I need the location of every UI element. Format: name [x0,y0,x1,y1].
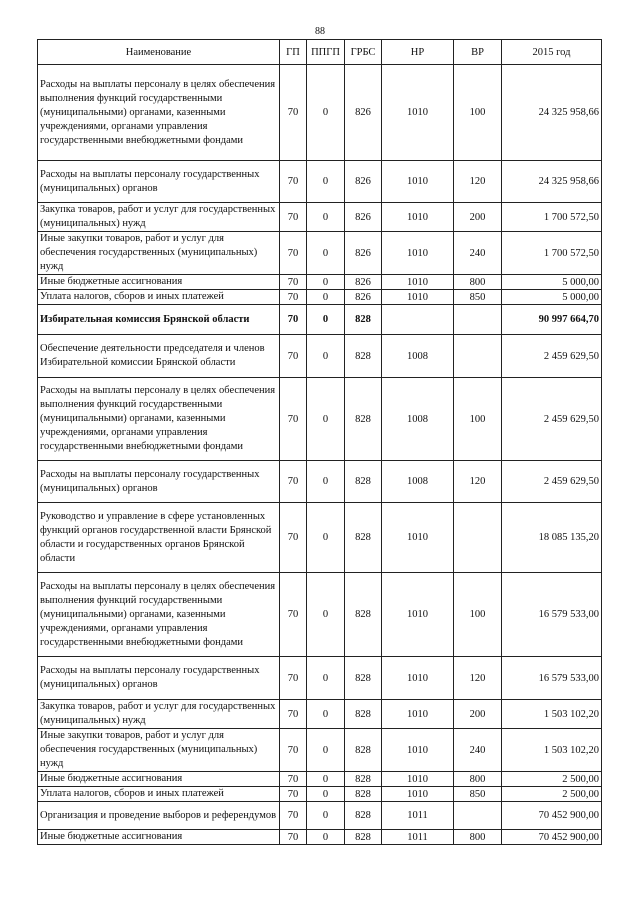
cell-gp: 70 [280,305,307,335]
cell-vr [454,305,502,335]
cell-gp: 70 [280,657,307,700]
cell-name: Иные бюджетные ассигнования [38,830,280,845]
cell-np: 1010 [382,232,454,275]
cell-vr: 200 [454,700,502,729]
cell-ppgp: 0 [307,290,345,305]
cell-np: 1010 [382,700,454,729]
cell-np: 1010 [382,65,454,161]
cell-grbs: 828 [345,657,382,700]
cell-name: Расходы на выплаты персоналу государственных (муниципальных) органов [38,657,280,700]
cell-amount: 2 459 629,50 [502,378,602,461]
cell-amount: 2 500,00 [502,772,602,787]
cell-ppgp: 0 [307,657,345,700]
cell-vr: 240 [454,729,502,772]
header-np: НР [382,40,454,65]
cell-ppgp: 0 [307,461,345,503]
cell-amount: 70 452 900,00 [502,802,602,830]
cell-np: 1008 [382,378,454,461]
cell-grbs: 828 [345,378,382,461]
cell-vr: 800 [454,275,502,290]
cell-grbs: 828 [345,700,382,729]
cell-vr: 240 [454,232,502,275]
cell-vr: 100 [454,573,502,657]
cell-name: Расходы на выплаты персоналу государственных (муниципальных) органов [38,461,280,503]
cell-gp: 70 [280,787,307,802]
cell-name: Расходы на выплаты персоналу в целях обеспечения выполнения функций государственными (муниципальными) органами, казенными учреждениями, органами управления государственными внебюджетными фондами [38,573,280,657]
table-row [38,161,602,203]
cell-np: 1010 [382,657,454,700]
header-gp: ГП [280,40,307,65]
cell-vr: 850 [454,787,502,802]
table-row [38,378,602,461]
table-row [38,203,602,232]
cell-amount: 1 700 572,50 [502,203,602,232]
cell-gp: 70 [280,161,307,203]
cell-gp: 70 [280,802,307,830]
cell-ppgp: 0 [307,573,345,657]
cell-ppgp: 0 [307,700,345,729]
cell-gp: 70 [280,830,307,845]
cell-name: Руководство и управление в сфере установленных функций органов государственной власти Брянской области и государственных органов Брянской области [38,503,280,573]
cell-ppgp: 0 [307,275,345,290]
cell-np: 1011 [382,830,454,845]
header-ppgp: ППГП [307,40,345,65]
header-vr: ВР [454,40,502,65]
table-row [38,232,602,275]
cell-grbs: 828 [345,787,382,802]
cell-grbs: 828 [345,772,382,787]
cell-name: Уплата налогов, сборов и иных платежей [38,787,280,802]
cell-np: 1010 [382,503,454,573]
cell-vr: 100 [454,378,502,461]
cell-name: Расходы на выплаты персоналу в целях обеспечения выполнения функций государственными (муниципальными) органами, казенными учреждениями, органами управления государственными внебюджетными фондами [38,65,280,161]
table-row [38,772,602,787]
cell-amount: 5 000,00 [502,290,602,305]
cell-name: Иные бюджетные ассигнования [38,772,280,787]
cell-name: Иные бюджетные ассигнования [38,275,280,290]
cell-np: 1011 [382,802,454,830]
cell-grbs: 828 [345,573,382,657]
table-row [38,802,602,830]
cell-ppgp: 0 [307,503,345,573]
cell-gp: 70 [280,275,307,290]
cell-vr: 100 [454,65,502,161]
cell-gp: 70 [280,729,307,772]
cell-ppgp: 0 [307,729,345,772]
cell-grbs: 828 [345,729,382,772]
cell-grbs: 826 [345,203,382,232]
cell-amount: 2 459 629,50 [502,335,602,378]
cell-ppgp: 0 [307,772,345,787]
cell-name: Организация и проведение выборов и референдумов [38,802,280,830]
cell-np: 1010 [382,729,454,772]
table-row [38,729,602,772]
cell-amount: 90 997 664,70 [502,305,602,335]
cell-amount: 5 000,00 [502,275,602,290]
cell-grbs: 828 [345,461,382,503]
cell-ppgp: 0 [307,335,345,378]
table-row [38,290,602,305]
cell-gp: 70 [280,378,307,461]
table-row [38,305,602,335]
cell-vr [454,503,502,573]
budget-table [37,39,602,845]
cell-grbs: 826 [345,232,382,275]
cell-grbs: 826 [345,290,382,305]
cell-grbs: 828 [345,830,382,845]
table-row [38,573,602,657]
cell-gp: 70 [280,503,307,573]
cell-ppgp: 0 [307,203,345,232]
cell-grbs: 826 [345,275,382,290]
cell-name: Обеспечение деятельности председателя и членов Избирательной комиссии Брянской области [38,335,280,378]
cell-grbs: 826 [345,161,382,203]
cell-vr: 120 [454,657,502,700]
table-row [38,65,602,161]
cell-np: 1010 [382,161,454,203]
cell-np: 1010 [382,787,454,802]
cell-amount: 1 503 102,20 [502,729,602,772]
cell-name: Избирательная комиссия Брянской области [38,305,280,335]
cell-gp: 70 [280,772,307,787]
cell-np: 1010 [382,290,454,305]
cell-name: Расходы на выплаты персоналу государственных (муниципальных) органов [38,161,280,203]
cell-grbs: 828 [345,335,382,378]
cell-ppgp: 0 [307,802,345,830]
cell-np [382,305,454,335]
header-year: 2015 год [502,40,602,65]
header-grbs: ГРБС [345,40,382,65]
cell-grbs: 826 [345,65,382,161]
table-row [38,275,602,290]
cell-name: Уплата налогов, сборов и иных платежей [38,290,280,305]
cell-ppgp: 0 [307,378,345,461]
table-row [38,503,602,573]
cell-ppgp: 0 [307,305,345,335]
cell-np: 1010 [382,573,454,657]
table-row [38,335,602,378]
cell-vr: 200 [454,203,502,232]
cell-vr: 800 [454,830,502,845]
cell-grbs: 828 [345,305,382,335]
cell-gp: 70 [280,232,307,275]
cell-name: Расходы на выплаты персоналу в целях обеспечения выполнения функций государственными (муниципальными) органами, казенными учреждениями, органами управления государственными внебюджетными фондами [38,378,280,461]
cell-amount: 2 500,00 [502,787,602,802]
page-number: 88 [315,26,325,37]
cell-gp: 70 [280,65,307,161]
cell-ppgp: 0 [307,65,345,161]
cell-gp: 70 [280,203,307,232]
cell-amount: 16 579 533,00 [502,657,602,700]
cell-np: 1010 [382,203,454,232]
cell-amount: 2 459 629,50 [502,461,602,503]
cell-np: 1008 [382,461,454,503]
cell-name: Иные закупки товаров, работ и услуг для обеспечения государственных (муниципальных) нужд [38,232,280,275]
cell-vr: 120 [454,161,502,203]
cell-np: 1010 [382,275,454,290]
cell-ppgp: 0 [307,232,345,275]
cell-amount: 16 579 533,00 [502,573,602,657]
cell-np: 1008 [382,335,454,378]
cell-vr: 120 [454,461,502,503]
cell-ppgp: 0 [307,161,345,203]
cell-ppgp: 0 [307,787,345,802]
cell-gp: 70 [280,700,307,729]
cell-name: Иные закупки товаров, работ и услуг для обеспечения государственных (муниципальных) нужд [38,729,280,772]
cell-amount: 1 700 572,50 [502,232,602,275]
cell-amount: 24 325 958,66 [502,65,602,161]
cell-name: Закупка товаров, работ и услуг для государственных (муниципальных) нужд [38,203,280,232]
table-row [38,700,602,729]
cell-gp: 70 [280,335,307,378]
header-name: Наименование [38,40,280,65]
cell-ppgp: 0 [307,830,345,845]
cell-amount: 70 452 900,00 [502,830,602,845]
cell-gp: 70 [280,290,307,305]
table-row [38,657,602,700]
table-row [38,830,602,845]
table-row [38,461,602,503]
cell-amount: 18 085 135,20 [502,503,602,573]
cell-vr: 850 [454,290,502,305]
cell-vr [454,335,502,378]
header-row [38,40,602,65]
cell-vr: 800 [454,772,502,787]
cell-grbs: 828 [345,802,382,830]
table-body [38,65,602,845]
cell-amount: 1 503 102,20 [502,700,602,729]
cell-gp: 70 [280,461,307,503]
table-row [38,787,602,802]
cell-np: 1010 [382,772,454,787]
cell-grbs: 828 [345,503,382,573]
cell-name: Закупка товаров, работ и услуг для государственных (муниципальных) нужд [38,700,280,729]
cell-amount: 24 325 958,66 [502,161,602,203]
cell-vr [454,802,502,830]
cell-gp: 70 [280,573,307,657]
